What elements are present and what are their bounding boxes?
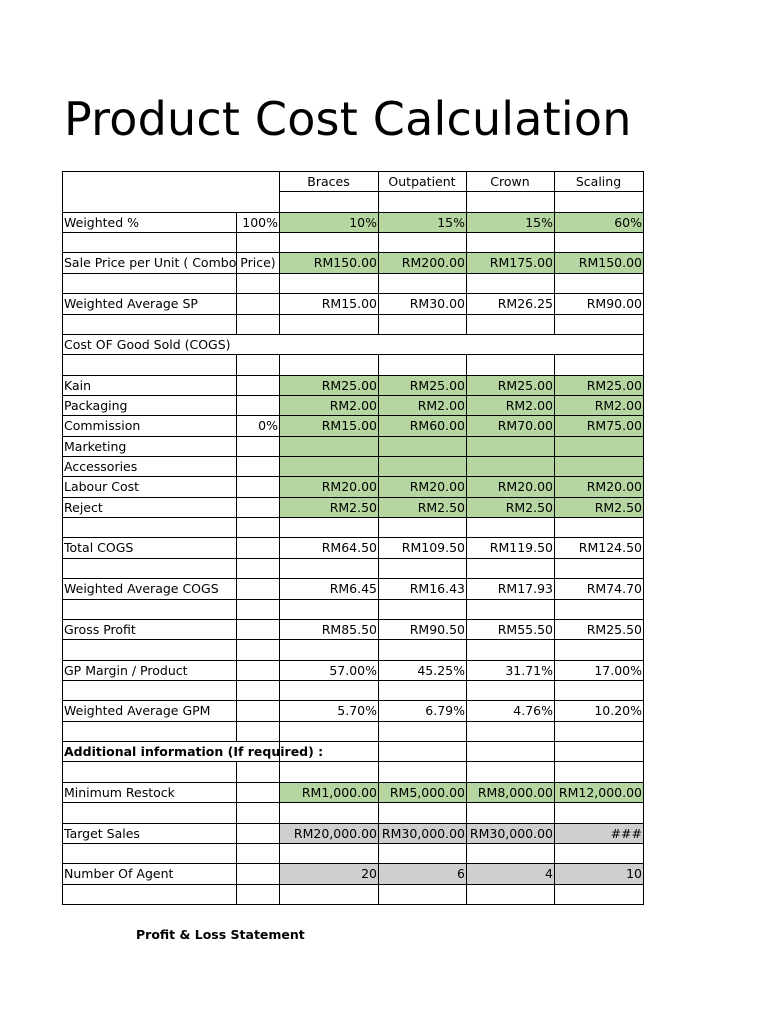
column-header-scaling: Scaling	[575, 174, 622, 189]
value-gp_margin-outpatient: 45.25%	[417, 663, 465, 678]
value-weighted_pct-scaling: 60%	[614, 215, 642, 230]
row-label-accessories: Accessories	[64, 459, 138, 474]
row-label-kain: Kain	[64, 378, 92, 393]
grid-vline	[279, 558, 280, 579]
grid-vline	[279, 761, 280, 783]
value-target_sales-braces: RM20,000.00	[293, 826, 377, 841]
grid-vline	[378, 456, 379, 477]
value-packaging-crown: RM2.00	[505, 398, 553, 413]
value-target_sales-outpatient: RM30,000.00	[381, 826, 465, 841]
grid-vline	[236, 721, 237, 742]
row-label-number_of_agent: Number Of Agent	[64, 866, 174, 881]
grid-vline	[378, 599, 379, 620]
value-labour_cost-scaling: RM20.00	[586, 479, 642, 494]
grid-vline	[279, 314, 280, 335]
grid-vline	[279, 802, 280, 824]
row-label-marketing: Marketing	[64, 439, 127, 454]
column-header-crown: Crown	[490, 174, 530, 189]
row-extra-weighted_pct: 100%	[242, 215, 278, 230]
grid-hline	[62, 599, 644, 600]
value-weighted_pct-braces: 10%	[349, 215, 377, 230]
grid-vline	[466, 761, 467, 783]
value-weighted_avg_gpm-crown: 4.76%	[513, 703, 553, 718]
value-weighted_avg_cogs-crown: RM17.93	[497, 581, 553, 596]
grid-vline	[378, 680, 379, 701]
grid-vline	[554, 191, 555, 213]
grid-vline	[378, 721, 379, 742]
value-reject-crown: RM2.50	[505, 500, 553, 515]
value-labour_cost-crown: RM20.00	[497, 479, 553, 494]
row-label-sale_price: Sale Price per Unit ( Combo Price)	[64, 255, 276, 270]
value-commission-outpatient: RM60.00	[409, 418, 465, 433]
row-label-weighted_avg_gpm: Weighted Average GPM	[64, 703, 211, 718]
row-label-packaging: Packaging	[64, 398, 128, 413]
grid-vline	[236, 843, 237, 864]
grid-vline	[236, 395, 237, 416]
grid-vline	[554, 721, 555, 742]
row-label-gross_profit: Gross Profit	[64, 622, 136, 637]
row-label-target_sales: Target Sales	[64, 826, 140, 841]
cost-calculation-table	[62, 171, 643, 904]
value-sale_price-crown: RM175.00	[489, 255, 553, 270]
value-number_of_agent-outpatient: 6	[457, 866, 465, 881]
grid-vline	[279, 680, 280, 701]
value-weighted_pct-crown: 15%	[525, 215, 553, 230]
value-weighted_avg_gpm-outpatient: 6.79%	[425, 703, 465, 718]
grid-vline	[466, 436, 467, 457]
grid-vline	[279, 436, 280, 457]
grid-vline	[466, 884, 467, 905]
cell-fill-accessories	[279, 456, 643, 476]
grid-hline	[62, 721, 644, 722]
grid-vline	[554, 802, 555, 824]
grid-vline	[466, 273, 467, 294]
grid-vline	[236, 476, 237, 498]
grid-hline	[62, 558, 644, 559]
row-label-weighted_avg_sp: Weighted Average SP	[64, 296, 198, 311]
value-number_of_agent-crown: 4	[545, 866, 553, 881]
grid-vline	[554, 517, 555, 538]
row-label-reject: Reject	[64, 500, 103, 515]
grid-vline	[466, 456, 467, 477]
grid-hline	[62, 456, 644, 457]
grid-vline	[279, 721, 280, 742]
grid-vline	[236, 517, 237, 538]
grid-vline	[236, 578, 237, 600]
grid-vline	[236, 314, 237, 335]
grid-vline	[236, 761, 237, 783]
value-weighted_avg_cogs-outpatient: RM16.43	[409, 581, 465, 596]
grid-vline	[554, 354, 555, 376]
value-total_cogs-crown: RM119.50	[489, 540, 553, 555]
column-header-outpatient: Outpatient	[388, 174, 456, 189]
grid-vline	[279, 599, 280, 620]
grid-vline	[466, 680, 467, 701]
value-weighted_avg_sp-outpatient: RM30.00	[409, 296, 465, 311]
grid-vline	[466, 558, 467, 579]
grid-vline	[279, 884, 280, 905]
value-reject-scaling: RM2.50	[594, 500, 642, 515]
grid-vline	[279, 232, 280, 253]
value-weighted_avg_gpm-braces: 5.70%	[337, 703, 377, 718]
value-weighted_avg_sp-scaling: RM90.00	[586, 296, 642, 311]
value-target_sales-scaling: ###	[610, 826, 642, 841]
column-header-braces: Braces	[307, 174, 350, 189]
value-packaging-outpatient: RM2.00	[417, 398, 465, 413]
row-label-total_cogs: Total COGS	[64, 540, 134, 555]
grid-vline	[378, 639, 379, 661]
grid-vline	[279, 843, 280, 864]
value-packaging-braces: RM2.00	[329, 398, 377, 413]
grid-vline	[378, 191, 379, 213]
value-kain-outpatient: RM25.00	[409, 378, 465, 393]
grid-vline	[236, 293, 237, 315]
grid-vline	[466, 639, 467, 661]
grid-vline	[466, 517, 467, 538]
grid-vline	[554, 232, 555, 253]
row-label-minimum_restock: Minimum Restock	[64, 785, 175, 800]
value-gp_margin-crown: 31.71%	[505, 663, 553, 678]
grid-vline	[554, 843, 555, 864]
value-minimum_restock-crown: RM8,000.00	[477, 785, 553, 800]
grid-vline	[554, 741, 555, 762]
grid-vline	[236, 436, 237, 457]
cell-fill-marketing	[279, 436, 643, 456]
row-label-gp_margin: GP Margin / Product	[64, 663, 188, 678]
grid-vline	[236, 599, 237, 620]
grid-vline	[378, 761, 379, 783]
grid-vline	[466, 721, 467, 742]
value-gross_profit-crown: RM55.50	[497, 622, 553, 637]
grid-vline	[236, 558, 237, 579]
grid-vline	[236, 823, 237, 844]
value-gross_profit-scaling: RM25.50	[586, 622, 642, 637]
grid-vline	[554, 314, 555, 335]
grid-vline	[378, 517, 379, 538]
grid-vline	[378, 354, 379, 376]
grid-hline	[62, 884, 644, 885]
value-reject-braces: RM2.50	[329, 500, 377, 515]
grid-hline	[62, 904, 644, 905]
grid-vline	[279, 517, 280, 538]
grid-vline	[378, 273, 379, 294]
grid-vline	[378, 436, 379, 457]
value-sale_price-braces: RM150.00	[313, 255, 377, 270]
grid-vline	[554, 639, 555, 661]
grid-hline	[62, 314, 644, 315]
grid-vline	[466, 232, 467, 253]
grid-vline	[554, 456, 555, 477]
value-kain-crown: RM25.00	[497, 378, 553, 393]
value-weighted_avg_cogs-braces: RM6.45	[329, 581, 377, 596]
grid-vline	[554, 884, 555, 905]
value-sale_price-outpatient: RM200.00	[401, 255, 465, 270]
value-reject-outpatient: RM2.50	[417, 500, 465, 515]
grid-vline	[236, 660, 237, 681]
value-gp_margin-braces: 57.00%	[329, 663, 377, 678]
grid-vline	[466, 314, 467, 335]
value-commission-scaling: RM75.00	[586, 418, 642, 433]
value-minimum_restock-braces: RM1,000.00	[301, 785, 377, 800]
grid-vline	[236, 863, 237, 885]
grid-vline	[466, 191, 467, 213]
row-label-labour_cost: Labour Cost	[64, 479, 140, 494]
value-kain-scaling: RM25.00	[586, 378, 642, 393]
grid-vline	[236, 273, 237, 294]
grid-vline	[236, 884, 237, 905]
grid-hline	[62, 436, 644, 437]
value-target_sales-crown: RM30,000.00	[469, 826, 553, 841]
value-total_cogs-scaling: RM124.50	[578, 540, 642, 555]
grid-vline	[236, 802, 237, 824]
grid-vline	[279, 354, 280, 376]
value-number_of_agent-braces: 20	[361, 866, 377, 881]
grid-vline	[236, 497, 237, 518]
grid-vline	[554, 761, 555, 783]
grid-hline	[62, 273, 644, 274]
grid-vline	[236, 354, 237, 376]
grid-vline	[554, 680, 555, 701]
grid-vline	[554, 558, 555, 579]
value-weighted_pct-outpatient: 15%	[437, 215, 465, 230]
profit-loss-statement-heading: Profit & Loss Statement	[136, 927, 305, 942]
grid-vline	[378, 802, 379, 824]
value-weighted_avg_cogs-scaling: RM74.70	[586, 581, 642, 596]
value-sale_price-scaling: RM150.00	[578, 255, 642, 270]
grid-vline	[236, 619, 237, 640]
value-minimum_restock-scaling: RM12,000.00	[558, 785, 642, 800]
grid-vline	[378, 558, 379, 579]
value-commission-crown: RM70.00	[497, 418, 553, 433]
value-gross_profit-braces: RM85.50	[321, 622, 377, 637]
value-total_cogs-outpatient: RM109.50	[401, 540, 465, 555]
grid-vline	[466, 599, 467, 620]
value-weighted_avg_sp-braces: RM15.00	[321, 296, 377, 311]
grid-vline	[236, 782, 237, 803]
row-extra-commission: 0%	[258, 418, 278, 433]
grid-vline	[378, 232, 379, 253]
grid-vline	[279, 639, 280, 661]
value-packaging-scaling: RM2.00	[594, 398, 642, 413]
grid-vline	[466, 843, 467, 864]
grid-vline	[236, 456, 237, 477]
grid-vline	[378, 843, 379, 864]
value-kain-braces: RM25.00	[321, 378, 377, 393]
grid-vline	[279, 191, 280, 213]
grid-vline	[466, 741, 467, 762]
grid-vline-outer	[643, 171, 644, 904]
grid-vline	[236, 639, 237, 661]
grid-vline	[554, 599, 555, 620]
row-label-cogs_header: Cost OF Good Sold (COGS)	[64, 337, 231, 352]
grid-vline	[279, 456, 280, 477]
grid-vline	[554, 436, 555, 457]
value-weighted_avg_sp-crown: RM26.25	[497, 296, 553, 311]
grid-vline	[236, 232, 237, 253]
grid-vline	[378, 884, 379, 905]
grid-vline	[466, 354, 467, 376]
value-labour_cost-braces: RM20.00	[321, 479, 377, 494]
row-label-weighted_avg_cogs: Weighted Average COGS	[64, 581, 219, 596]
value-labour_cost-outpatient: RM20.00	[409, 479, 465, 494]
value-commission-braces: RM15.00	[321, 418, 377, 433]
grid-vline	[236, 700, 237, 722]
grid-vline	[378, 314, 379, 335]
value-gross_profit-outpatient: RM90.50	[409, 622, 465, 637]
grid-vline	[554, 273, 555, 294]
grid-vline	[236, 537, 237, 559]
value-weighted_avg_gpm-scaling: 10.20%	[594, 703, 642, 718]
row-label-additional_info: Additional information (If required) :	[64, 744, 324, 759]
value-total_cogs-braces: RM64.50	[321, 540, 377, 555]
grid-vline	[466, 802, 467, 824]
grid-vline	[236, 375, 237, 396]
row-label-weighted_pct: Weighted %	[64, 215, 140, 230]
page-title: Product Cost Calculation	[64, 92, 632, 146]
grid-vline	[236, 680, 237, 701]
grid-vline	[279, 273, 280, 294]
value-number_of_agent-scaling: 10	[626, 866, 642, 881]
row-label-commission: Commission	[64, 418, 141, 433]
value-gp_margin-scaling: 17.00%	[594, 663, 642, 678]
value-minimum_restock-outpatient: RM5,000.00	[389, 785, 465, 800]
grid-vline	[378, 741, 379, 762]
